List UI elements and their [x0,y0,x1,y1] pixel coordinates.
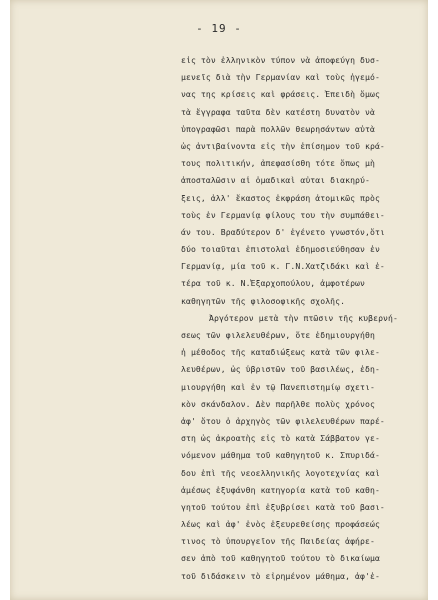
text-line: εἰς τὸν ἑλληνικὸν τύπον νὰ ἀποφεύγη δυσ- [181,55,380,65]
text-line: ξεις, ἀλλ' ἕκαστος ἐκφράση ἀτομικῶς πρὸς [181,192,380,203]
text-line: δου ἐπὶ τῆς νεοελληνικῆς λογοτεχνίας καὶ [181,467,380,478]
text-line: ὡς ἀντιβαίνοντα εἰς τὴν ἐπίσημον τοῦ κρά- [181,140,385,151]
text-line: λευθέρων, ὡς ὑβριστῶν τοῦ βασιλέως, ἐδη- [181,364,380,375]
text-line: ἀποσταλῶσιν αἱ ὁμαδικαὶ αὐται διακηρύ- [181,175,370,186]
text-line: στη ὡς ἀκροατὴς εἰς τὸ κατὰ Σάββατον γε- [181,433,380,444]
text-line: ἀμέσως ἐξυφάνθη κατηγορία κατὰ τοῦ καθη- [181,484,380,495]
text-line: τους πολιτικήν, ἀπεφασίσθη τότε ὅπως μὴ [181,158,375,169]
text-line: Γερμανίᾳ, μία τοῦ κ. Γ.Ν.Χατζιδάκι καὶ ἑ- [181,261,385,272]
text-line: ὑπογραφῶσι παρὰ πολλῶν θεωρησάντων αὐτὰ [181,123,375,134]
page-number: - 19 - [196,22,242,35]
text-line: ἀφ' ὅτου ὁ ἀρχηγὸς τῶν φιλελευθέρων παρέ- [181,415,385,426]
text-line: τέρα τοῦ κ. Ν.Ἐξαρχοπούλου, ἀμφοτέρων [181,278,365,289]
text-line: μιουργήθη καὶ ἐν τῷ Πανεπιστημίῳ σχετι- [181,381,375,392]
text-line: λέως καὶ ἀφ' ἑνὸς ἐξευρεθείσης προφάσεώς [181,519,380,530]
text-line: τινος τὸ ὑπουργεῖον τῆς Παιδείας ἀφήρε- [181,536,375,547]
document-page [10,0,428,600]
text-line: νας της κρίσεις καὶ φράσεις. Ἐπειδὴ ὅμως [181,89,380,100]
text-line: τὰ ἔγγραφα ταῦτα δὲν κατέστη δυνατὸν νὰ [181,106,375,117]
text-line: δύο τοιαῦται ἐπιστολαὶ ἐδημοσιεύθησαν ἐν [181,244,380,255]
text-line: Ἀργότερον μετὰ τὴν πτῶσιν τῆς κυβερνή- [209,312,398,323]
body-text [181,52,433,585]
text-line: άν του. Βραδύτερον δ' ἐγένετο γνωστόν,ὅτι [181,226,385,237]
text-line: σεν ἀπὸ τοῦ καθηγητοῦ τούτου τὸ δικαίωμα [181,553,380,564]
text-line: σεως τῶν φιλελευθέρων, ὅτε ἐδημιουργήθη [181,330,375,340]
text-line: νόμενον μάθημα τοῦ καθηγητοῦ κ. Σπυριδά- [181,450,380,461]
text-line: τοῦ διδάσκειν τὸ εἰρημένον μάθημα, ἀφ'ἑ- [181,570,380,581]
text-line: γητοῦ τούτου ἐπὶ ἐξυβρίσει κατὰ τοῦ βασι- [181,501,385,512]
text-line: κὸν σκάνδαλον. Δὲν παρῆλθε πολὺς χρόνος [181,398,375,409]
text-line: τοὺς ἐν Γερμανίᾳ φίλους του τὴν συμπάθει- [181,209,385,220]
text-line: μενεῖς διὰ τὴν Γερμανίαν καὶ τοὺς ἡγεμό- [181,72,380,83]
text-line: καθηγητῶν τῆς φιλοσοφικῆς σχολῆς. [181,295,346,306]
text-line: ἡ μέθοδος τῆς καταδιώξεως κατὰ τῶν φιλε- [181,347,380,358]
